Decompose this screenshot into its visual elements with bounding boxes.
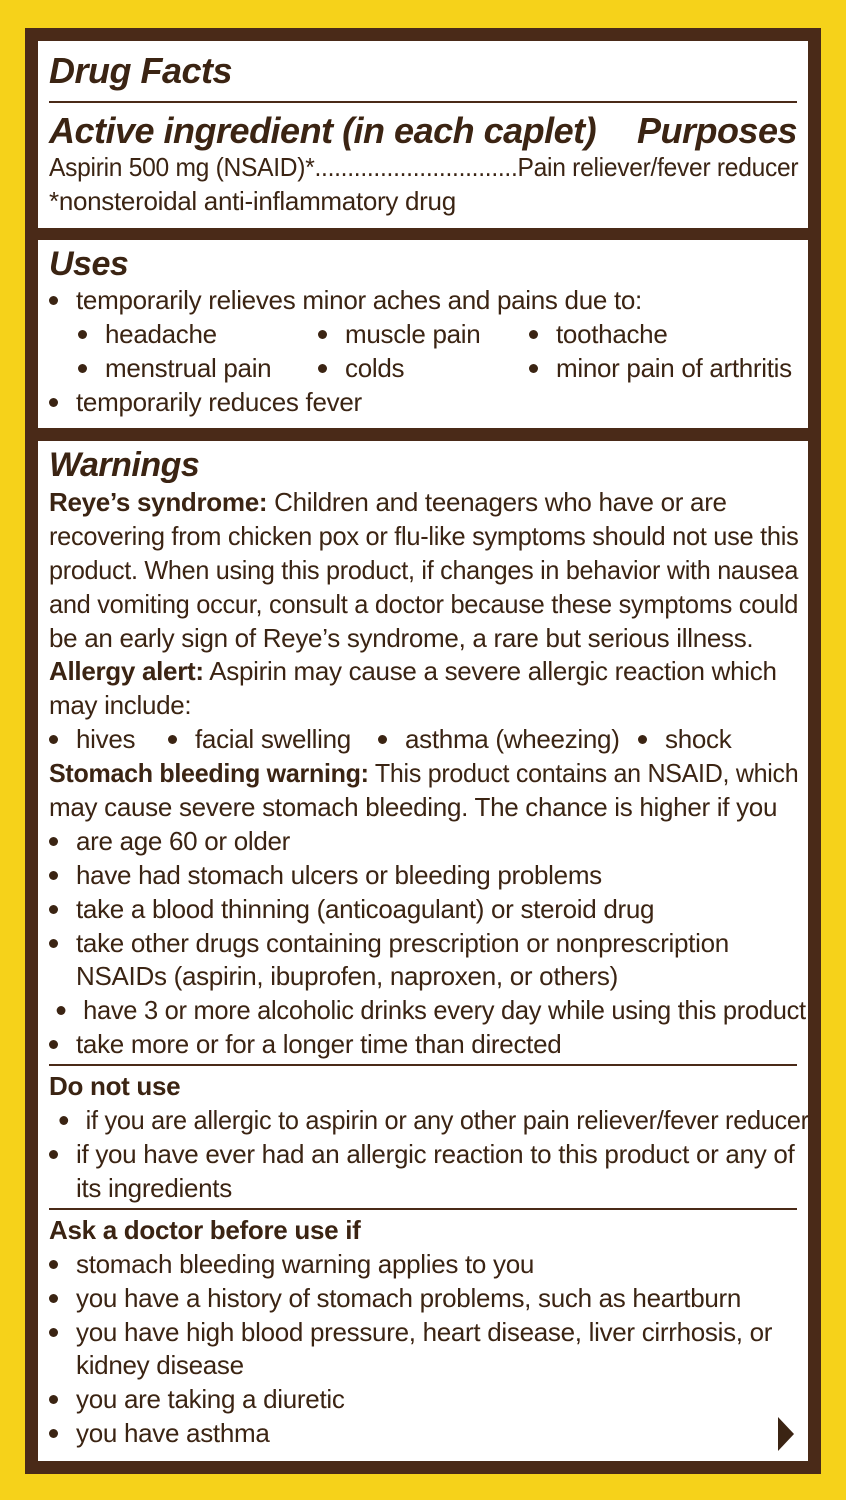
list-item: take other drugs containing prescription or nonprescription: [49, 926, 729, 960]
list-item: have had stomach ulcers or bleeding problems: [49, 858, 602, 892]
list-item: minor pain of arthritis: [529, 351, 792, 385]
divider: [49, 1064, 797, 1066]
do-not-use-heading: Do not use: [49, 1071, 181, 1101]
bullet-icon: [529, 330, 538, 339]
bullet-icon: [49, 1040, 58, 1049]
reyes-line-3: product. When using this product, if changes in behavior with nausea: [49, 555, 799, 585]
list-item: hives: [49, 722, 135, 756]
continue-arrow-icon: [778, 1417, 794, 1451]
list-item: take more or for a longer time than directed: [49, 1027, 561, 1061]
bullet-icon: [49, 1294, 58, 1303]
bullet-icon: [49, 1260, 58, 1269]
bullet-icon: [49, 735, 58, 744]
list-item: you are taking a diuretic: [49, 1382, 345, 1416]
allergy-line-1: Allergy alert: Aspirin may cause a severe allergic reaction which: [49, 656, 777, 686]
list-item: temporarily relieves minor aches and pains due to:: [49, 283, 642, 317]
ingredient-line: Aspirin 500 mg (NSAID)*...............................Pain reliever/fever reducer: [49, 152, 799, 182]
list-item: shock: [638, 722, 731, 756]
allergy-line-2: may include:: [49, 690, 192, 720]
stomach-line-1: Stomach bleeding warning: This product contains an NSAID, which: [49, 758, 799, 788]
warnings-box: [38, 441, 808, 1461]
bullet-icon: [78, 364, 87, 373]
drug-facts-panel: [25, 28, 821, 1474]
bullet-icon: [49, 1429, 58, 1438]
reyes-line-4: and vomiting occur, consult a doctor because these symptoms could: [49, 589, 799, 619]
purposes-heading: Purposes: [636, 110, 797, 151]
bullet-icon: [49, 837, 58, 846]
bullet-icon: [378, 735, 387, 744]
bullet-icon: [49, 296, 58, 305]
list-item-continuation: NSAIDs (aspirin, ibuprofen, naproxen, or others): [76, 961, 618, 991]
divider: [49, 101, 797, 103]
bullet-icon: [638, 735, 647, 744]
list-item: stomach bleeding warning applies to you: [49, 1247, 534, 1281]
list-item: toothache: [529, 317, 668, 351]
bullet-icon: [49, 871, 58, 880]
list-item: temporarily reduces fever: [49, 385, 362, 419]
reyes-line-5: be an early sign of Reye’s syndrome, a rare but serious illness.: [49, 623, 754, 653]
list-item: you have high blood pressure, heart disease, liver cirrhosis, or: [49, 1315, 772, 1349]
list-item: are age 60 or older: [49, 824, 290, 858]
list-item-continuation: its ingredients: [76, 1173, 232, 1203]
bullet-icon: [78, 330, 87, 339]
list-item: headache: [78, 317, 217, 351]
list-item: colds: [318, 351, 404, 385]
bullet-icon: [168, 735, 177, 744]
stomach-line-2: may cause severe stomach bleeding. The chance is higher if you: [49, 792, 778, 822]
list-item-continuation: kidney disease: [76, 1350, 244, 1380]
divider: [49, 1208, 797, 1210]
warnings-heading: Warnings: [49, 446, 200, 484]
bullet-icon: [318, 364, 327, 373]
bullet-icon: [318, 330, 327, 339]
list-item: asthma (wheezing): [378, 722, 620, 756]
reyes-line-2: recovering from chicken pox or flu-like symptoms should not use this: [49, 521, 799, 551]
list-item: if you have ever had an allergic reaction to this product or any of: [49, 1137, 794, 1171]
bullet-icon: [57, 1006, 66, 1015]
reyes-line-1: Reye’s syndrome: Children and teenagers who have or are: [49, 487, 727, 517]
bullet-icon: [49, 939, 58, 948]
list-item: you have a history of stomach problems, such as heartburn: [49, 1281, 741, 1315]
bullet-icon: [49, 905, 58, 914]
list-item: you have asthma: [49, 1416, 270, 1450]
drug-facts-title: Drug Facts: [49, 50, 233, 91]
active-ingredient-heading: Active ingredient (in each caplet): [49, 110, 597, 151]
bullet-icon: [49, 1395, 58, 1404]
list-item: if you are allergic to aspirin or any other pain reliever/fever reducer: [59, 1103, 808, 1137]
bullet-icon: [49, 1150, 58, 1159]
bullet-icon: [59, 1116, 68, 1125]
list-item: muscle pain: [318, 317, 480, 351]
uses-heading: Uses: [49, 245, 129, 283]
list-item: have 3 or more alcoholic drinks every day while using this product: [57, 993, 806, 1027]
drug-facts-header-box: [38, 41, 808, 228]
uses-box: [38, 240, 808, 428]
list-item: take a blood thinning (anticoagulant) or steroid drug: [49, 892, 654, 926]
bullet-icon: [529, 364, 538, 373]
list-item: facial swelling: [168, 722, 351, 756]
bullet-icon: [49, 1328, 58, 1337]
nsaid-footnote: *nonsteroidal anti-inflammatory drug: [49, 186, 456, 216]
ask-doctor-heading: Ask a doctor before use if: [49, 1215, 361, 1245]
list-item: menstrual pain: [78, 351, 271, 385]
bullet-icon: [49, 398, 58, 407]
